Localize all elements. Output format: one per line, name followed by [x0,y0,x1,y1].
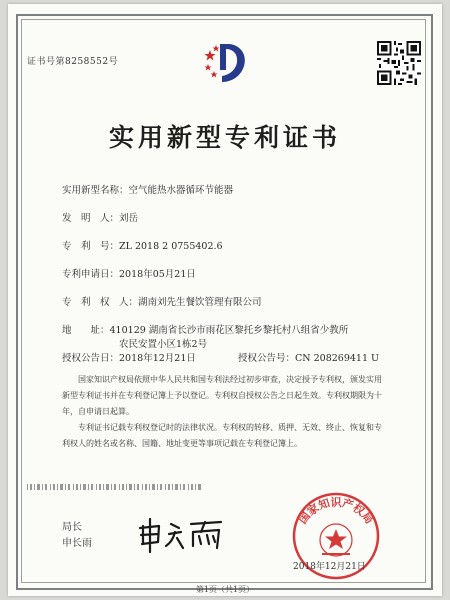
utility-model-name-row [62,182,233,196]
body-line-2: 新型专利证书并在专利登记簿上予以登记。专利权自授权公告之日起生效。专利权期限为十 [62,391,382,400]
address-line-2: 农民安置小区1栋2号 [119,339,208,350]
patentee-row [62,294,262,308]
utility-model-name-label: 实用新型名称： [62,185,129,196]
grant-number-label: 授权公告号： [238,353,296,364]
body-line-5: 利权人的姓名或名称、国籍、地址变更等事项记载在专利登记簿上。 [62,439,302,448]
svg-text:国家知识产权局: 国家知识产权局 [296,496,376,527]
patentee-label: 专 利 权 人： [62,297,139,308]
certificate-number: 证书号第8258552号 [27,57,119,67]
patent-number-value: ZL 2018 2 0755402.6 [119,241,223,252]
patentee-value: 湖南刘先生餐饮管理有限公司 [138,297,262,308]
grant-date-value: 2018年12月21日 [119,353,196,364]
patent-office-logo [204,40,248,86]
body-line-1: 国家知识产权局依照中华人民共和国专利法经过初步审查，决定授予专利权，颁发实用 [78,375,382,384]
seal-date: 2018年12月21日 [293,562,366,572]
decorative-barcode-strip [27,484,202,490]
address-row [62,322,348,336]
director-signature [135,514,235,554]
page-footer: 第1页（共1页） [195,585,255,594]
director-name: 申长雨 [62,538,92,549]
patent-number-label: 专 利 号： [62,241,120,252]
inventor-value: 刘岳 [119,213,139,224]
grant-number-row [238,350,379,364]
director-title: 局长 [62,522,82,533]
grant-date-row [62,350,196,364]
certificate-title: 实用新型专利证书 [108,123,341,152]
utility-model-name-value: 空气能热水器循环节能器 [128,185,234,196]
qr-code [377,41,421,85]
grant-number-value: CN 208269411 U [295,353,380,364]
grant-date-label: 授权公告日： [62,353,120,364]
address-value: 410129 湖南省长沙市雨花区黎托乡黎托村八组省少教所 [109,325,349,336]
patent-number-row [62,238,223,252]
filing-date-value: 2018年05月21日 [119,269,196,280]
body-line-3: 年，自申请日起算。 [62,407,134,416]
filing-date-label: 专利申请日： [62,269,120,280]
body-line-4: 专利证书记载专利权登记时的法律状况。专利权的转移、质押、无效、终止、恢复和专 [78,423,382,432]
address-label: 地 址： [62,325,110,336]
inventor-row [62,210,138,224]
inventor-label: 发 明 人： [62,213,120,224]
filing-date-row [62,266,196,280]
